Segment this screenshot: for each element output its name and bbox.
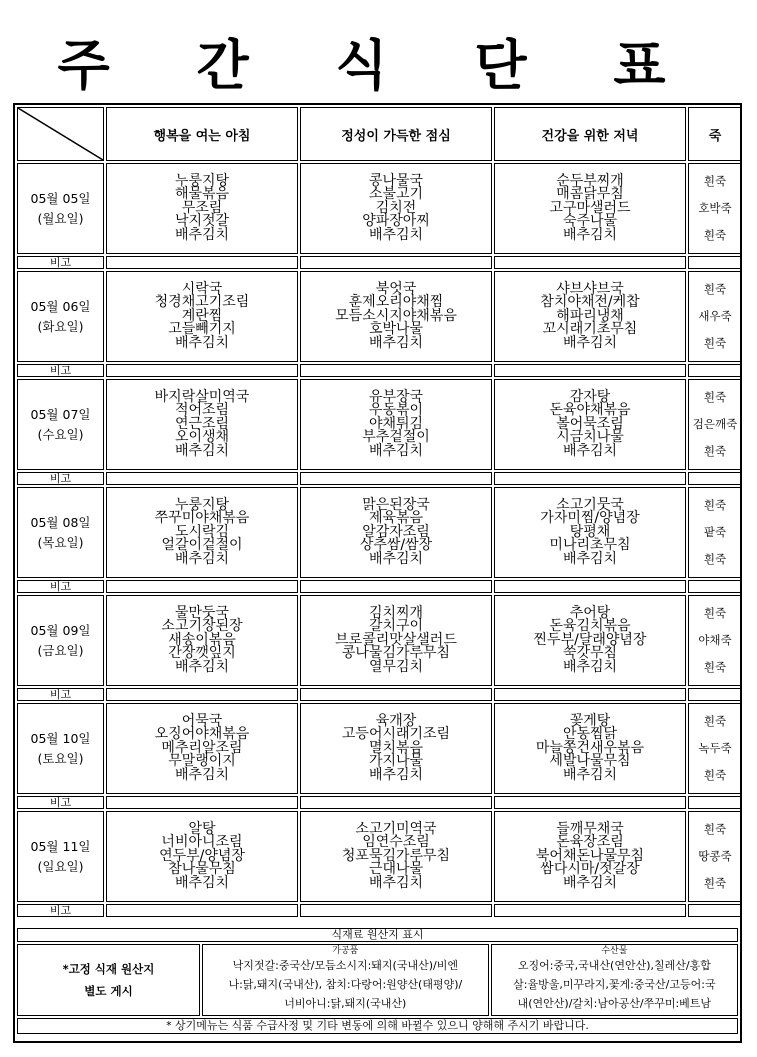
breakfast-dish: 어묵국 [181, 712, 223, 729]
note-label: 비고 [17, 472, 104, 485]
note-row [17, 904, 742, 917]
breakfast-cell [106, 271, 298, 362]
note-row [17, 688, 742, 701]
page-title: 주 간 식 단 표 [57, 34, 700, 97]
lunch-dish: 김치찌개 [368, 604, 424, 621]
breakfast-dish: 무조림 [181, 199, 223, 216]
porridge-item: 흰죽 [703, 228, 727, 242]
lunch-cell [300, 703, 492, 794]
porridge-item: 흰죽 [703, 822, 727, 836]
dinner-dish: 배추김치 [562, 658, 618, 675]
origin-fixed-label-1: *고정 식재 원산지 [62, 962, 155, 976]
breakfast-dish: 배추김치 [174, 874, 230, 891]
origin-title: 식재료 원산지 표시 [17, 928, 738, 942]
note-label: 비고 [17, 688, 104, 701]
breakfast-dish: 청경채고기조림 [154, 294, 250, 311]
origin-seafood-header: 수산물 [601, 946, 628, 956]
breakfast-cell [106, 703, 298, 794]
note-row [17, 364, 742, 377]
note-cell [494, 904, 686, 917]
note-cell [300, 688, 492, 701]
footer-note: * 상기메뉴는 식품 수급사정 및 기타 변동에 의해 바뀔수 있으니 양해해 주시기 바랍니다. [17, 1018, 738, 1034]
lunch-cell [300, 595, 492, 686]
lunch-dish: 배추김치 [368, 766, 424, 783]
lunch-dish: 맑은된장국 [362, 496, 430, 513]
note-cell [106, 472, 298, 485]
dinner-dish: 배추김치 [562, 226, 618, 243]
breakfast-dish: 오징어야채볶음 [154, 726, 250, 743]
note-cell [300, 472, 492, 485]
note-cell [494, 580, 686, 593]
origin-fixed-label-2: 별도 게시 [84, 984, 133, 998]
note-cell [688, 580, 742, 593]
breakfast-dish: 누룽지탕 [174, 496, 230, 513]
dinner-dish: 쑥갓무침 [562, 645, 618, 662]
note-cell [494, 472, 686, 485]
breakfast-cell [106, 811, 298, 902]
date-cell [17, 271, 104, 362]
date-label: 05월 08일 [30, 514, 91, 530]
porridge-item: 흰죽 [703, 498, 727, 512]
dinner-dish: 북어채돈나물무침 [535, 847, 645, 864]
lunch-dish: 호박나물 [368, 321, 424, 338]
note-label: 비고 [17, 580, 104, 593]
origin-seafood-cell [491, 944, 738, 1016]
dinner-dish: 순두부찌개 [556, 172, 624, 189]
weekday-label: (월요일) [37, 210, 84, 226]
porridge-item: 검은깨죽 [692, 417, 738, 431]
note-cell [106, 580, 298, 593]
day-row [17, 271, 742, 362]
breakfast-cell [106, 163, 298, 254]
porridge-item: 흰죽 [703, 876, 727, 890]
note-cell [106, 688, 298, 701]
origin-processed-line: 나:닭,돼지(국내산), 참치:다랑어:원양산(태평양)/ [228, 978, 463, 991]
lunch-dish: 유부장국 [368, 388, 424, 405]
dinner-dish: 샤브샤브국 [556, 280, 624, 297]
lunch-cell [300, 163, 492, 254]
dinner-dish: 고구마샐러드 [549, 199, 631, 216]
porridge-item: 흰죽 [703, 768, 727, 782]
porridge-item: 새우죽 [698, 309, 732, 323]
breakfast-dish: 바지락살미역국 [154, 388, 250, 405]
porridge-cell [688, 379, 742, 470]
dinner-dish: 해파리냉채 [556, 307, 624, 324]
note-cell [494, 688, 686, 701]
lunch-dish: 소불고기 [368, 186, 424, 203]
date-cell [17, 163, 104, 254]
dinner-dish: 찐두부/달래양념장 [533, 631, 647, 648]
breakfast-dish: 오이생채 [174, 429, 230, 446]
breakfast-dish: 너비아니조림 [161, 834, 243, 851]
note-cell [494, 256, 686, 269]
dinner-dish: 가자미찜/양념장 [540, 510, 640, 527]
lunch-dish: 고등어시래기조림 [341, 726, 451, 743]
breakfast-dish: 배추김치 [174, 766, 230, 783]
date-label: 05월 06일 [30, 298, 91, 314]
origin-seafood-line: 내(연안산)/갈치:남아공산/쭈꾸미:베트남 [517, 997, 712, 1010]
note-cell [300, 796, 492, 809]
porridge-item: 흰죽 [703, 282, 727, 296]
dinner-cell [494, 379, 686, 470]
lunch-dish: 콩나물김가루무침 [341, 645, 451, 662]
dinner-dish: 참치야채전/케찹 [540, 294, 640, 311]
lunch-dish: 제육볶음 [368, 510, 424, 527]
weekday-label: (목요일) [37, 534, 84, 550]
porridge-cell [688, 595, 742, 686]
breakfast-dish: 쭈꾸미야채볶음 [154, 510, 250, 527]
date-label: 05월 07일 [30, 406, 91, 422]
breakfast-dish: 물만둣국 [174, 604, 230, 621]
porridge-item: 흰죽 [703, 390, 727, 404]
breakfast-dish: 누룽지탕 [174, 172, 230, 189]
dinner-dish: 돈육야채볶음 [549, 402, 631, 419]
header-row [17, 107, 742, 161]
lunch-dish: 배추김치 [368, 334, 424, 351]
date-cell [17, 595, 104, 686]
breakfast-dish: 적어조림 [174, 402, 230, 419]
breakfast-dish: 해물볶음 [174, 186, 230, 203]
day-row [17, 163, 742, 254]
date-label: 05월 10일 [30, 730, 91, 746]
porridge-cell [688, 703, 742, 794]
header-porridge: 죽 [688, 107, 742, 161]
lunch-dish: 임연수조림 [362, 834, 430, 851]
note-cell [300, 904, 492, 917]
breakfast-dish: 배추김치 [174, 226, 230, 243]
breakfast-cell [106, 487, 298, 578]
dinner-dish: 꼬시래기초무침 [542, 321, 638, 338]
note-row [17, 580, 742, 593]
lunch-cell [300, 811, 492, 902]
lunch-dish: 가지나물 [368, 753, 424, 770]
porridge-item: 흰죽 [703, 606, 727, 620]
note-label: 비고 [17, 796, 104, 809]
lunch-dish: 양파장아찌 [362, 213, 430, 230]
note-label: 비고 [17, 256, 104, 269]
note-cell [688, 472, 742, 485]
weekly-menu-table [15, 105, 744, 919]
weekday-label: (일요일) [37, 858, 84, 874]
dinner-dish: 매콤닭무침 [556, 186, 624, 203]
dinner-dish: 배추김치 [562, 334, 618, 351]
dinner-cell [494, 595, 686, 686]
breakfast-dish: 배추김치 [174, 334, 230, 351]
date-cell [17, 811, 104, 902]
lunch-dish: 훈제오리야채찜 [348, 294, 444, 311]
breakfast-dish: 계란찜 [181, 307, 223, 324]
lunch-dish: 콩나물국 [368, 172, 424, 189]
lunch-cell [300, 487, 492, 578]
porridge-item: 팥죽 [703, 525, 727, 539]
breakfast-dish: 도시락김 [174, 523, 230, 540]
breakfast-dish: 배추김치 [174, 550, 230, 567]
dinner-dish: 배추김치 [562, 874, 618, 891]
porridge-cell [688, 811, 742, 902]
porridge-item: 흰죽 [703, 552, 727, 566]
date-label: 05월 11일 [30, 838, 91, 854]
lunch-dish: 열무김치 [368, 658, 424, 675]
dinner-dish: 숙주나물 [562, 213, 618, 230]
breakfast-cell [106, 379, 298, 470]
porridge-item: 흰죽 [703, 714, 727, 728]
lunch-dish: 배추김치 [368, 874, 424, 891]
lunch-dish: 상추쌈/쌈장 [359, 537, 433, 554]
dinner-dish: 들깨무채국 [556, 820, 624, 837]
lunch-dish: 모듬소시지야채볶음 [335, 307, 457, 324]
header-dinner: 건강을 위한 저녁 [494, 107, 686, 161]
breakfast-dish: 배추김치 [174, 658, 230, 675]
note-cell [494, 796, 686, 809]
lunch-dish: 북엇국 [375, 280, 417, 297]
note-row [17, 796, 742, 809]
breakfast-cell [106, 595, 298, 686]
lunch-dish: 멸치볶음 [368, 739, 424, 756]
origin-processed-cell [202, 944, 489, 1016]
note-label: 비고 [17, 364, 104, 377]
weekday-label: (화요일) [37, 318, 84, 334]
note-cell [688, 688, 742, 701]
porridge-item: 녹두죽 [698, 741, 732, 755]
dinner-dish: 꽃게탕 [569, 712, 611, 729]
breakfast-dish: 알탕 [188, 820, 216, 837]
note-cell [688, 796, 742, 809]
origin-processed-header: 가공품 [332, 946, 359, 956]
note-cell [106, 904, 298, 917]
breakfast-dish: 참나물무침 [168, 861, 236, 878]
lunch-dish: 김치전 [375, 199, 417, 216]
dinner-cell [494, 703, 686, 794]
origin-fixed-note [17, 944, 200, 1016]
weekday-label: (토요일) [37, 750, 84, 766]
dinner-dish: 배추김치 [562, 550, 618, 567]
date-cell [17, 487, 104, 578]
breakfast-dish: 얼갈이겉절이 [161, 537, 243, 554]
porridge-item: 흰죽 [703, 660, 727, 674]
porridge-item: 흰죽 [703, 336, 727, 350]
breakfast-dish: 배추김치 [174, 442, 230, 459]
note-cell [688, 364, 742, 377]
lunch-dish: 야채튀김 [368, 415, 424, 432]
lunch-dish: 소고기미역국 [355, 820, 437, 837]
dinner-dish: 미나리초무침 [549, 537, 631, 554]
lunch-dish: 갈치구이 [368, 618, 424, 635]
dinner-dish: 소고기뭇국 [556, 496, 624, 513]
breakfast-dish: 고들빼기지 [168, 321, 236, 338]
note-cell [300, 364, 492, 377]
weekday-label: (수요일) [37, 426, 84, 442]
note-row [17, 472, 742, 485]
porridge-item: 땅콩죽 [698, 849, 732, 863]
breakfast-dish: 연두부/양념장 [159, 847, 245, 864]
corner-diagonal-cell [17, 107, 104, 161]
porridge-cell [688, 163, 742, 254]
note-label: 비고 [17, 904, 104, 917]
dinner-dish: 감자탕 [569, 388, 611, 405]
dinner-dish: 쌈다시마/젓갈장 [540, 861, 640, 878]
origin-processed-line: 낙지젓갈:중국산/모듬소시지:돼지(국내산)/비엔 [232, 959, 458, 972]
lunch-dish: 알감자조림 [362, 523, 430, 540]
lunch-cell [300, 271, 492, 362]
dinner-cell [494, 271, 686, 362]
note-row [17, 256, 742, 269]
day-row [17, 811, 742, 902]
day-row [17, 703, 742, 794]
origin-seafood-line: 오징어:중국,국내산(연안산),칠레산/홍합 [517, 959, 711, 972]
note-cell [300, 256, 492, 269]
dinner-dish: 마늘쫑건새우볶음 [535, 739, 645, 756]
dinner-dish: 안동찜닭 [562, 726, 618, 743]
dinner-cell [494, 163, 686, 254]
dinner-cell [494, 487, 686, 578]
date-label: 05월 09일 [30, 622, 91, 638]
breakfast-dish: 메추리알조림 [161, 739, 243, 756]
dinner-dish: 배추김치 [562, 766, 618, 783]
note-cell [106, 256, 298, 269]
breakfast-dish: 연근조림 [174, 415, 230, 432]
note-cell [688, 256, 742, 269]
weekday-label: (금요일) [37, 642, 84, 658]
lunch-dish: 근대나물 [368, 861, 424, 878]
note-cell [300, 580, 492, 593]
dinner-dish: 볼어묵조림 [556, 415, 624, 432]
header-lunch: 정성이 가득한 점심 [300, 107, 492, 161]
dinner-cell [494, 811, 686, 902]
dinner-dish: 돈육김치볶음 [549, 618, 631, 635]
porridge-item: 야채죽 [698, 633, 732, 647]
breakfast-dish: 소고기장된장 [161, 618, 243, 635]
breakfast-dish: 무말랭이지 [168, 753, 236, 770]
origin-processed-line: 너비아니:닭,돼지(국내산) [284, 997, 407, 1010]
porridge-item: 흰죽 [703, 174, 727, 188]
date-cell [17, 703, 104, 794]
breakfast-dish: 낙지젓갈 [174, 213, 230, 230]
breakfast-dish: 시락국 [181, 280, 223, 297]
day-rows [17, 163, 742, 917]
date-cell [17, 379, 104, 470]
day-row [17, 379, 742, 470]
date-label: 05월 05일 [30, 190, 91, 206]
origin-seafood-line: 살:율방울,미꾸라지,꽃게:중국산/고등어:국 [513, 978, 716, 991]
note-cell [106, 796, 298, 809]
dinner-dish: 돈육장조림 [556, 834, 624, 851]
porridge-cell [688, 487, 742, 578]
dinner-dish: 추어탕 [569, 604, 611, 621]
dinner-dish: 시금치나물 [556, 429, 624, 446]
header-breakfast: 행복을 여는 아침 [106, 107, 298, 161]
note-cell [106, 364, 298, 377]
porridge-item: 흰죽 [703, 444, 727, 458]
lunch-dish: 청포묵김가루무침 [341, 847, 451, 864]
lunch-dish: 배추김치 [368, 442, 424, 459]
lunch-dish: 배추김치 [368, 550, 424, 567]
breakfast-dish: 간장깻잎지 [168, 645, 236, 662]
dinner-dish: 세발나물무침 [549, 753, 631, 770]
note-cell [494, 364, 686, 377]
dinner-dish: 탕평채 [569, 523, 611, 540]
porridge-item: 호박죽 [698, 201, 732, 215]
lunch-dish: 부추겉절이 [362, 429, 430, 446]
breakfast-dish: 새송이볶음 [168, 631, 236, 648]
day-row [17, 487, 742, 578]
porridge-cell [688, 271, 742, 362]
lunch-cell [300, 379, 492, 470]
note-cell [688, 904, 742, 917]
lunch-dish: 육개장 [375, 712, 417, 729]
dinner-dish: 배추김치 [562, 442, 618, 459]
lunch-dish: 우동볶이 [368, 402, 424, 419]
day-row [17, 595, 742, 686]
lunch-dish: 브로콜리맛살샐러드 [335, 631, 457, 648]
origin-table [15, 926, 740, 1036]
lunch-dish: 배추김치 [368, 226, 424, 243]
